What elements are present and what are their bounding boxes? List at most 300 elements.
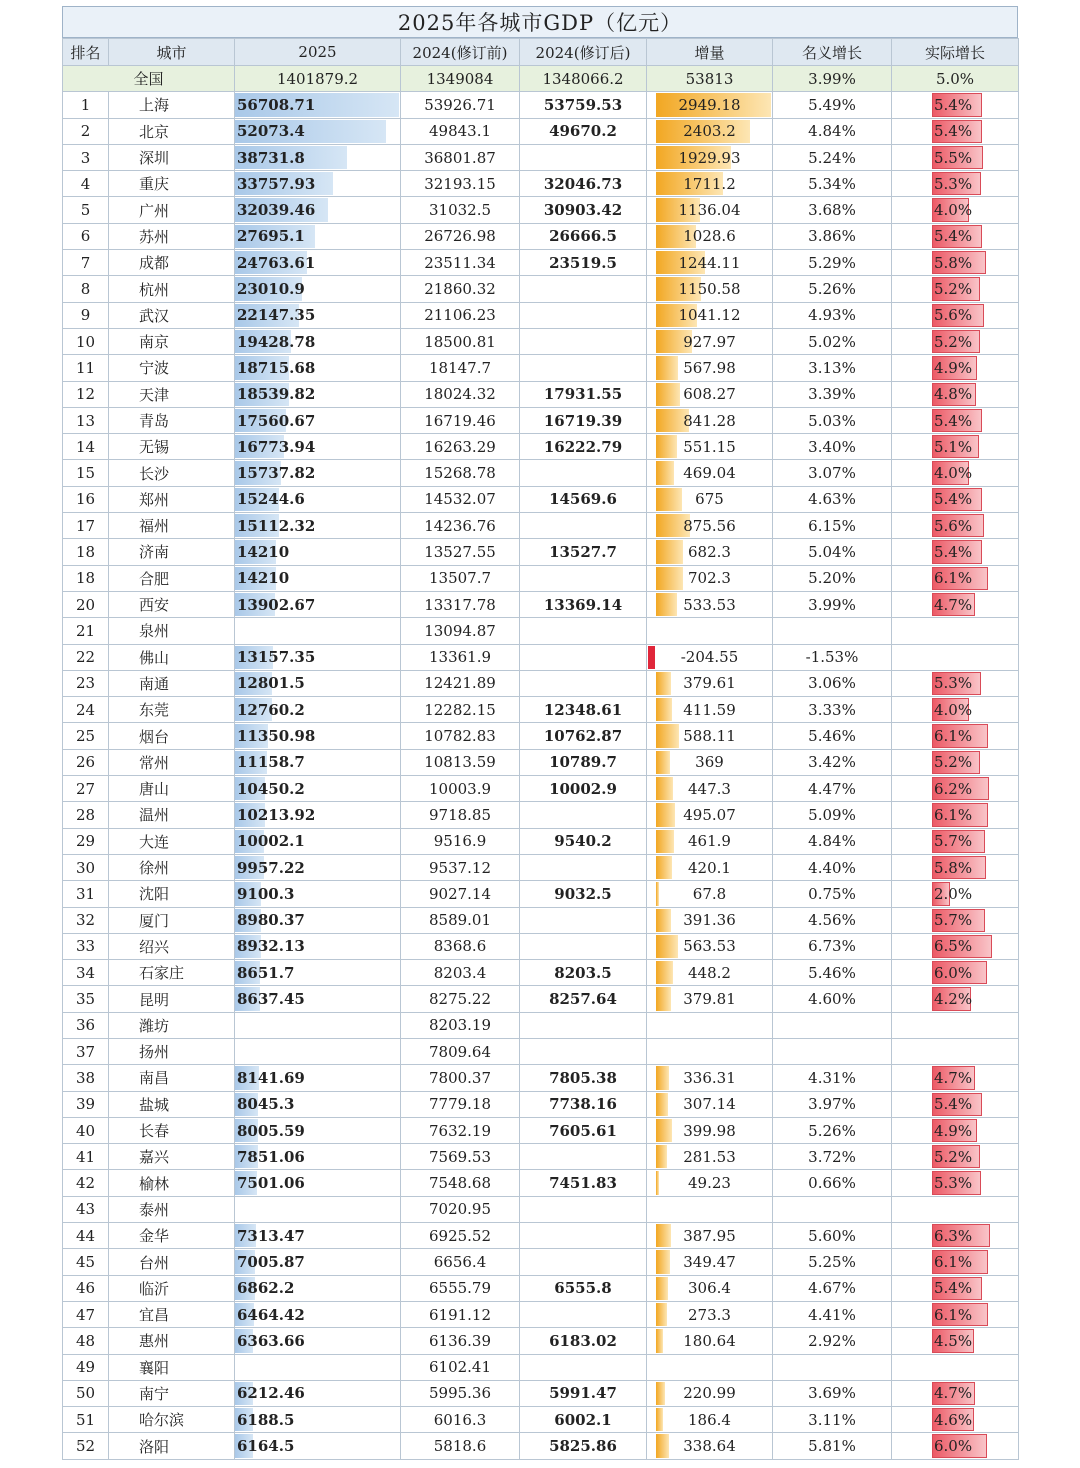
nominal-growth-cell: 3.69% [773,1380,892,1406]
gdp-2024-rev-cell [520,1354,647,1380]
increment-cell: 420.1 [647,854,773,880]
increment-cell: 675 [647,486,773,512]
gdp-2024-pre-cell: 49843.1 [401,118,520,144]
total-gdp2025: 1401879.2 [235,66,401,92]
city-cell [109,565,235,591]
city-cell [109,933,235,959]
table-row [63,118,1019,144]
city-cell [109,92,235,118]
gdp-2025-cell: 7851.06 [235,1144,401,1170]
gdp-2024-pre-cell: 13361.9 [401,644,520,670]
city-name: 南宁 [139,1384,170,1403]
increment-cell: 447.3 [647,776,773,802]
increment-cell [647,1196,773,1222]
city-cell [109,960,235,986]
increment-bar [656,435,677,458]
city-name: 南通 [139,674,170,693]
city-name: 扬州 [139,1043,170,1062]
nominal-growth-cell: 3.40% [773,434,892,460]
gdp-2025-cell: 7501.06 [235,1170,401,1196]
table-row [63,986,1019,1012]
total-nom: 3.99% [773,66,892,92]
city-name: 天津 [139,385,170,404]
increment-cell: 1041.12 [647,302,773,328]
gdp-2025-cell [235,1012,401,1038]
city-cell [109,381,235,407]
increment-cell: 391.36 [647,907,773,933]
increment-cell: 469.04 [647,460,773,486]
real-growth-cell: 2.0% [892,881,1019,907]
gdp-2025-cell: 8932.13 [235,933,401,959]
gdp-2024-rev-cell [520,933,647,959]
rank-cell: 15 [63,460,109,486]
header-2024-rev: 2024(修订后) [520,39,647,66]
city-cell [109,618,235,644]
real-growth-cell: 6.1% [892,1301,1019,1327]
gdp-2025-cell: 33757.93 [235,171,401,197]
increment-cell: 67.8 [647,881,773,907]
gdp-2025-cell [235,618,401,644]
nominal-growth-cell: 3.86% [773,223,892,249]
table-row [63,434,1019,460]
gdp-2025-cell: 12801.5 [235,670,401,696]
gdp-2024-rev-cell [520,618,647,644]
rank-cell: 37 [63,1038,109,1064]
nominal-growth-cell: 4.47% [773,776,892,802]
gdp-2024-rev-cell [520,513,647,539]
city-cell [109,1065,235,1091]
gdp-2024-pre-cell: 18024.32 [401,381,520,407]
gdp-2024-pre-cell: 7569.53 [401,1144,520,1170]
rank-cell: 44 [63,1223,109,1249]
total-real: 5.0% [892,66,1019,92]
gdp-2024-rev-cell: 5991.47 [520,1380,647,1406]
city-cell [109,1196,235,1222]
table-row [63,1407,1019,1433]
real-growth-cell: 4.6% [892,1407,1019,1433]
gdp-2024-rev-cell: 30903.42 [520,197,647,223]
nominal-growth-cell: 3.07% [773,460,892,486]
nominal-growth-cell: 5.24% [773,144,892,170]
gdp-2024-pre-cell: 7779.18 [401,1091,520,1117]
gdp-2024-rev-cell [520,1301,647,1327]
real-growth-cell: 5.4% [892,539,1019,565]
real-growth-cell: 6.0% [892,1433,1019,1459]
nominal-growth-cell: 5.60% [773,1223,892,1249]
table-row [63,1091,1019,1117]
city-name: 济南 [139,543,170,562]
real-growth-cell: 4.7% [892,1065,1019,1091]
table-row [63,486,1019,512]
increment-bar [656,1145,667,1168]
rank-cell: 42 [63,1170,109,1196]
gdp-2024-rev-cell [520,1249,647,1275]
rank-cell: 6 [63,223,109,249]
city-name: 合肥 [139,569,170,588]
table-row [63,1328,1019,1354]
gdp-2024-pre-cell: 7809.64 [401,1038,520,1064]
gdp-2024-pre-cell: 13507.7 [401,565,520,591]
gdp-2024-rev-cell [520,907,647,933]
gdp-2024-pre-cell: 8368.6 [401,933,520,959]
gdp-2024-pre-cell: 9537.12 [401,854,520,880]
table-row [63,223,1019,249]
city-cell [109,828,235,854]
city-cell [109,1301,235,1327]
table-row [63,539,1019,565]
increment-bar [656,1066,669,1089]
gdp-2025-cell: 10213.92 [235,802,401,828]
gdp-2024-pre-cell: 8203.19 [401,1012,520,1038]
rank-cell: 52 [63,1433,109,1459]
city-name: 南昌 [139,1069,170,1088]
gdp-2024-pre-cell: 6925.52 [401,1223,520,1249]
city-name: 洛阳 [139,1437,170,1456]
real-growth-cell: 6.0% [892,960,1019,986]
real-growth-cell: 5.1% [892,434,1019,460]
table-row [63,854,1019,880]
table-row [63,407,1019,433]
city-cell [109,1328,235,1354]
gdp-2025-cell: 11158.7 [235,749,401,775]
table-row [63,749,1019,775]
increment-cell: 702.3 [647,565,773,591]
gdp-2024-pre-cell: 6656.4 [401,1249,520,1275]
increment-bar [656,803,675,826]
city-cell [109,355,235,381]
gdp-2025-cell: 14210 [235,539,401,565]
gdp-2025-cell: 52073.4 [235,118,401,144]
city-cell [109,276,235,302]
increment-cell: 1929.93 [647,144,773,170]
rank-cell: 18 [63,539,109,565]
increment-cell: 1028.6 [647,223,773,249]
rank-cell: 38 [63,1065,109,1091]
gdp-2025-cell: 10450.2 [235,776,401,802]
nominal-growth-cell: 4.56% [773,907,892,933]
rank-cell: 18 [63,565,109,591]
increment-cell: 399.98 [647,1117,773,1143]
nominal-growth-cell: 5.09% [773,802,892,828]
gdp-2024-pre-cell: 10003.9 [401,776,520,802]
gdp-2024-pre-cell: 32193.15 [401,171,520,197]
gdp-2025-cell: 6464.42 [235,1301,401,1327]
rank-cell: 11 [63,355,109,381]
nominal-growth-cell: 4.41% [773,1301,892,1327]
city-cell [109,749,235,775]
rank-cell: 40 [63,1117,109,1143]
increment-cell: 349.47 [647,1249,773,1275]
table-row [63,960,1019,986]
table-row [63,618,1019,644]
gdp-2025-cell [235,1354,401,1380]
real-growth-cell: 6.1% [892,565,1019,591]
table-row [63,670,1019,696]
rank-cell: 30 [63,854,109,880]
gdp-2025-cell: 16773.94 [235,434,401,460]
nominal-growth-cell: 5.02% [773,328,892,354]
city-name: 榆林 [139,1174,170,1193]
table-row [63,1223,1019,1249]
city-cell [109,1170,235,1196]
gdp-2025-cell: 32039.46 [235,197,401,223]
rank-cell: 49 [63,1354,109,1380]
gdp-2024-rev-cell: 53759.53 [520,92,647,118]
gdp-2024-pre-cell: 7632.19 [401,1117,520,1143]
real-growth-cell: 5.8% [892,854,1019,880]
gdp-2024-rev-cell [520,144,647,170]
real-growth-cell: 5.3% [892,171,1019,197]
increment-bar [656,856,672,879]
table-row [63,881,1019,907]
gdp-2024-pre-cell: 6136.39 [401,1328,520,1354]
table-row [63,381,1019,407]
city-cell [109,1407,235,1433]
increment-bar [656,830,674,853]
city-name: 徐州 [139,859,170,878]
rank-cell: 32 [63,907,109,933]
table-row [63,1301,1019,1327]
rank-cell: 51 [63,1407,109,1433]
total-inc: 53813 [647,66,773,92]
gdp-2025-cell: 6862.2 [235,1275,401,1301]
rank-cell: 17 [63,513,109,539]
real-growth-cell: 5.6% [892,513,1019,539]
total-pre: 1349084 [401,66,520,92]
gdp-2024-rev-cell: 23519.5 [520,250,647,276]
gdp-2024-rev-cell: 14569.6 [520,486,647,512]
increment-cell [647,1354,773,1380]
increment-cell: 588.11 [647,723,773,749]
city-name: 盐城 [139,1095,170,1114]
real-growth-cell: 5.4% [892,1275,1019,1301]
city-cell [109,723,235,749]
gdp-2024-rev-cell: 16222.79 [520,434,647,460]
city-cell [109,250,235,276]
rank-cell: 9 [63,302,109,328]
real-growth-cell: 4.2% [892,986,1019,1012]
table-row [63,565,1019,591]
increment-cell: 927.97 [647,328,773,354]
gdp-2025-cell: 15244.6 [235,486,401,512]
gdp-2025-cell: 6363.66 [235,1328,401,1354]
table-row [63,591,1019,617]
gdp-2025-cell: 56708.71 [235,92,401,118]
increment-cell: 369 [647,749,773,775]
nominal-growth-cell: 4.40% [773,854,892,880]
rank-cell: 43 [63,1196,109,1222]
rank-cell: 36 [63,1012,109,1038]
gdp-2024-pre-cell: 5818.6 [401,1433,520,1459]
nominal-growth-cell: 5.29% [773,250,892,276]
table-row [63,276,1019,302]
gdp-2025-cell: 6188.5 [235,1407,401,1433]
increment-cell: 563.53 [647,933,773,959]
city-name: 嘉兴 [139,1148,170,1167]
gdp-2024-pre-cell: 6016.3 [401,1407,520,1433]
increment-cell: 1244.11 [647,250,773,276]
nominal-growth-cell [773,1038,892,1064]
nominal-growth-cell: 3.68% [773,197,892,223]
gdp-2024-pre-cell: 10782.83 [401,723,520,749]
gdp-2024-pre-cell: 7800.37 [401,1065,520,1091]
gdp-2025-cell: 8005.59 [235,1117,401,1143]
city-name: 东莞 [139,701,170,720]
city-cell [109,302,235,328]
table-row [63,1012,1019,1038]
real-growth-cell: 5.7% [892,907,1019,933]
increment-cell: 608.27 [647,381,773,407]
gdp-2024-rev-cell [520,1196,647,1222]
gdp-2024-pre-cell: 14236.76 [401,513,520,539]
nominal-growth-cell: -1.53% [773,644,892,670]
nominal-growth-cell: 5.26% [773,276,892,302]
table-row [63,1354,1019,1380]
increment-cell: 1150.58 [647,276,773,302]
header-increment: 增量 [647,39,773,66]
gdp-2024-rev-cell: 6183.02 [520,1328,647,1354]
city-name: 常州 [139,753,170,772]
city-cell [109,1380,235,1406]
gdp-2024-pre-cell: 9718.85 [401,802,520,828]
gdp-2025-cell: 18539.82 [235,381,401,407]
city-name: 郑州 [139,490,170,509]
total-rev: 1348066.2 [520,66,647,92]
city-name: 金华 [139,1227,170,1246]
city-cell [109,328,235,354]
gdp-2024-rev-cell [520,565,647,591]
increment-bar [656,882,659,905]
gdp-2025-cell: 27695.1 [235,223,401,249]
gdp-2024-rev-cell: 7451.83 [520,1170,647,1196]
city-cell [109,907,235,933]
gdp-2024-pre-cell: 36801.87 [401,144,520,170]
increment-bar [656,909,671,932]
nominal-growth-cell: 3.72% [773,1144,892,1170]
city-name: 厦门 [139,911,170,930]
increment-bar [656,1224,671,1247]
rank-cell: 1 [63,92,109,118]
nominal-growth-cell: 3.11% [773,1407,892,1433]
increment-bar [656,1434,669,1457]
gdp-2024-rev-cell [520,802,647,828]
gdp-2024-rev-cell: 32046.73 [520,171,647,197]
real-growth-cell: 4.0% [892,697,1019,723]
rank-cell: 31 [63,881,109,907]
rank-cell: 39 [63,1091,109,1117]
table-row [63,355,1019,381]
increment-bar [656,1382,665,1405]
nominal-growth-cell: 3.97% [773,1091,892,1117]
table-row [63,828,1019,854]
city-name: 武汉 [139,306,170,325]
increment-bar [656,935,678,958]
city-name: 泰州 [139,1200,170,1219]
rank-cell: 23 [63,670,109,696]
real-growth-cell: 6.5% [892,933,1019,959]
table-row [63,460,1019,486]
increment-bar [656,751,670,774]
header-rank: 排名 [63,39,109,66]
table-row [63,1433,1019,1459]
city-cell [109,539,235,565]
gdp-2024-pre-cell: 53926.71 [401,92,520,118]
gdp-2024-pre-cell: 6191.12 [401,1301,520,1327]
gdp-2025-cell: 38731.8 [235,144,401,170]
gdp-2024-rev-cell [520,1038,647,1064]
rank-cell: 21 [63,618,109,644]
nominal-growth-cell: 4.67% [773,1275,892,1301]
rank-cell: 2 [63,118,109,144]
increment-bar [656,593,677,616]
city-cell [109,197,235,223]
table-row [63,723,1019,749]
city-name: 北京 [139,122,170,141]
city-name: 青岛 [139,412,170,430]
city-name: 宜昌 [139,1306,170,1325]
increment-bar [656,1303,667,1326]
gdp-2025-cell: 14210 [235,565,401,591]
gdp-2024-rev-cell: 5825.86 [520,1433,647,1459]
gdp-2025-cell: 24763.61 [235,250,401,276]
city-name: 长沙 [139,464,170,483]
city-cell [109,171,235,197]
rank-cell: 25 [63,723,109,749]
rank-cell: 45 [63,1249,109,1275]
gdp-2025-cell: 13157.35 [235,644,401,670]
gdp-2024-pre-cell: 7548.68 [401,1170,520,1196]
header-2025: 2025 [235,39,401,66]
gdp-2025-cell: 17560.67 [235,407,401,433]
city-cell [109,1117,235,1143]
gdp-2024-rev-cell [520,1012,647,1038]
gdp-2024-pre-cell: 14532.07 [401,486,520,512]
table-row [63,644,1019,670]
real-growth-cell: 5.2% [892,749,1019,775]
gdp-2024-rev-cell: 7805.38 [520,1065,647,1091]
gdp-2025-cell [235,1196,401,1222]
city-cell [109,1275,235,1301]
city-cell [109,881,235,907]
gdp-2025-cell: 23010.9 [235,276,401,302]
gdp-2024-pre-cell: 9027.14 [401,881,520,907]
table-row [63,1038,1019,1064]
gdp-2024-rev-cell: 6002.1 [520,1407,647,1433]
city-cell [109,854,235,880]
rank-cell: 34 [63,960,109,986]
increment-bar [656,1277,668,1300]
increment-cell: 306.4 [647,1275,773,1301]
gdp-2024-rev-cell: 12348.61 [520,697,647,723]
gdp-2024-rev-cell [520,854,647,880]
nominal-growth-cell: 5.26% [773,1117,892,1143]
real-growth-cell: 5.2% [892,276,1019,302]
city-cell [109,118,235,144]
city-name: 长春 [139,1122,170,1141]
increment-bar [656,1329,663,1352]
real-growth-cell: 6.2% [892,776,1019,802]
real-growth-cell: 5.2% [892,1144,1019,1170]
city-name: 惠州 [139,1332,170,1351]
gdp-2025-cell: 15112.32 [235,513,401,539]
gdp-2024-pre-cell: 12282.15 [401,697,520,723]
increment-cell: 495.07 [647,802,773,828]
gdp-2024-rev-cell [520,276,647,302]
increment-bar [656,777,673,800]
real-growth-cell [892,1354,1019,1380]
increment-cell: 180.64 [647,1328,773,1354]
real-growth-cell: 5.3% [892,1170,1019,1196]
